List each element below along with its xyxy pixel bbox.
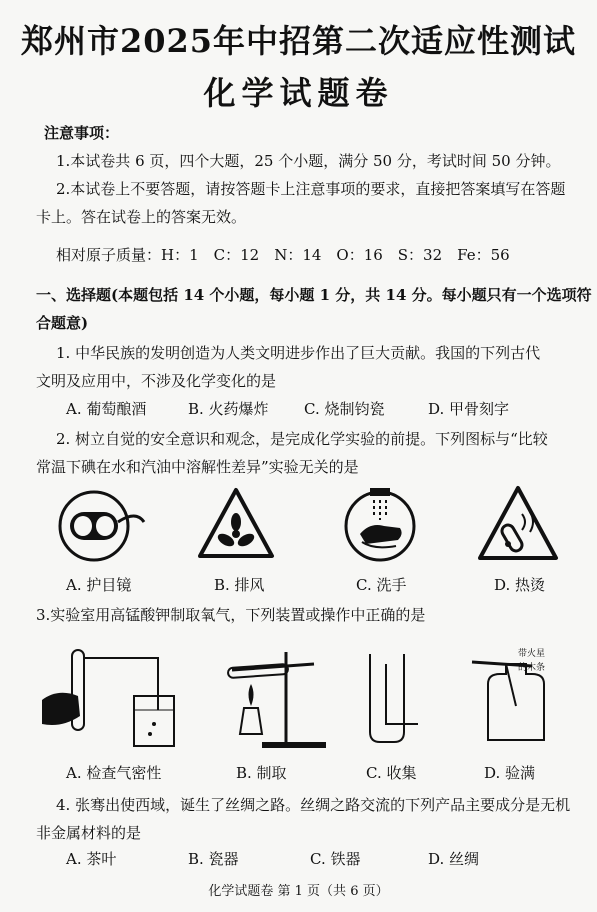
q2-option-d: D. 热烫 [494,576,546,594]
notice-heading: 注意事项： [44,124,120,142]
q3-option-b: B. 制取 [236,764,287,782]
q2-option-c: C. 洗手 [356,576,407,594]
goggles-icon [56,486,148,566]
hot-surface-burn-icon [476,484,560,564]
q3-annotation-line2: 的木条 [518,663,546,673]
notice-item-2-line1: 2.本试卷上不要答题，请按答题卡上注意事项的要求，直接把答案填写在答题 [56,180,566,198]
q1-option-a: A. 葡萄酿酒 [66,400,147,418]
q3-option-d: D. 验满 [484,764,536,782]
q3-annotation-line1: 带火星 [518,649,546,659]
q1-option-d: D. 甲骨刻字 [428,400,510,418]
q4-option-c: C. 铁器 [310,850,361,868]
q1-option-b: B. 火药爆炸 [188,400,269,418]
exam-subtitle: 化学试题卷 [203,74,394,112]
oxygen-full-test-icon [466,640,566,752]
notice-item-2-line2: 卡上。答在试卷上的答案无效。 [36,208,247,226]
q2-stem-line1: 2. 树立自觉的安全意识和观念，是完成化学实验的前提。下列图标与“比较 [56,430,548,448]
gas-collection-bottle-icon [362,650,422,750]
section1-heading-line2: 合题意) [36,314,89,332]
notice-item-1: 1.本试卷共 6 页，四个大题，25 个小题，满分 50 分，考试时间 50 分钟。 [56,152,561,170]
atomic-masses: 相对原子质量：H：1 C：12 N：14 O：16 S：32 Fe：56 [56,246,510,264]
q4-stem-line2: 非金属材料的是 [36,824,142,842]
ventilation-fan-icon [196,486,276,562]
q4-stem-line1: 4. 张骞出使西域，诞生了丝绸之路。丝绸之路交流的下列产品主要成分是无机 [56,796,571,814]
oxygen-preparation-apparatus-icon [222,644,332,750]
q3-option-a: A. 检查气密性 [66,764,162,782]
q4-option-d: D. 丝绸 [428,850,480,868]
q1-option-c: C. 烧制钧瓷 [304,400,385,418]
exam-title: 郑州市2025年中招第二次适应性测试 [20,22,577,60]
q2-option-a: A. 护目镜 [66,576,132,594]
hand-washing-icon [340,484,420,564]
q2-option-b: B. 排风 [214,576,265,594]
q4-option-a: A. 茶叶 [66,850,117,868]
q1-stem-line1: 1. 中华民族的发明创造为人类文明进步作出了巨大贡献。我国的下列古代 [56,344,541,362]
section1-heading-line1: 一、选择题(本题包括 14 个小题，每小题 1 分，共 14 分。每小题只有一个选项符 [36,286,592,304]
q4-option-b: B. 瓷器 [188,850,239,868]
airtightness-check-apparatus-icon [38,640,178,752]
q2-stem-line2: 常温下碘在水和汽油中溶解性差异”实验无关的是 [36,458,359,476]
page-footer: 化学试题卷 第 1 页（共 6 页） [208,884,389,899]
q3-option-c: C. 收集 [366,764,417,782]
q3-stem: 3.实验室用高锰酸钾制取氧气，下列装置或操作中正确的是 [36,606,426,624]
q1-stem-line2: 文明及应用中，不涉及化学变化的是 [36,372,277,390]
